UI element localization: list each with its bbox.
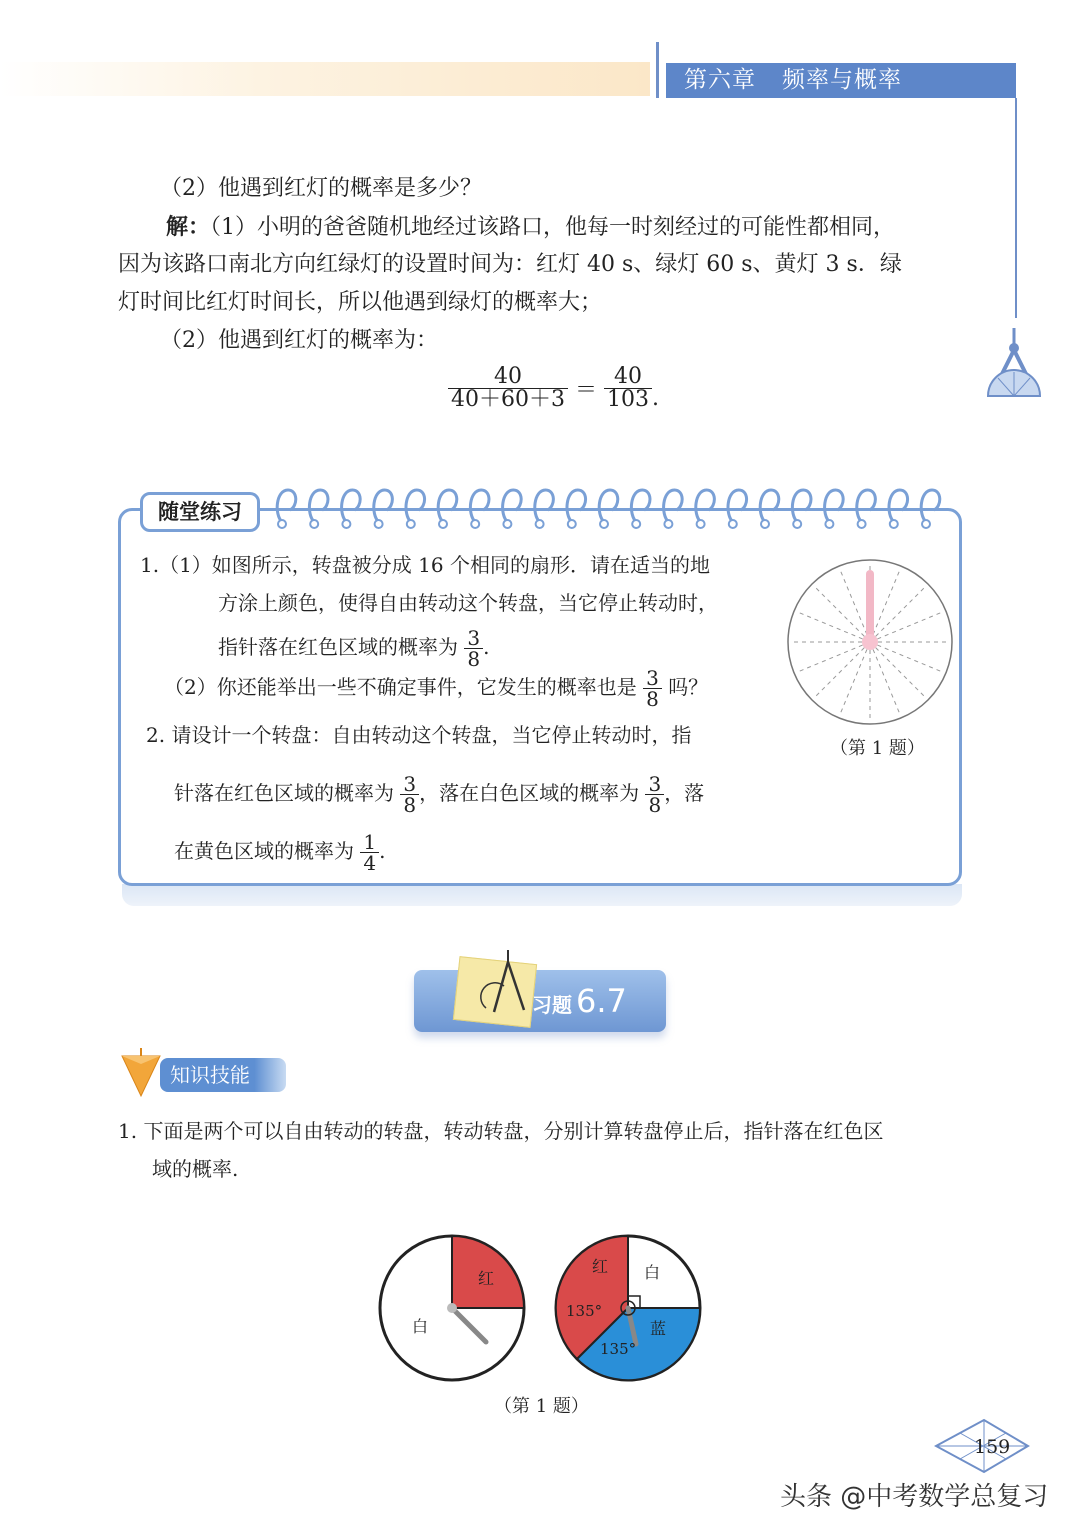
spinner-16-sectors xyxy=(782,554,958,730)
spiral-ring xyxy=(342,490,361,522)
header-gradient xyxy=(0,62,650,96)
spiral-hole xyxy=(375,520,383,528)
spiral-hole xyxy=(600,520,608,528)
practice-1-line-4-end: 吗？ xyxy=(668,675,709,699)
numerator: 3 xyxy=(464,628,483,649)
compass-drawing-icon xyxy=(474,946,534,1020)
spiral-ring xyxy=(599,490,618,522)
practice-2-text-d: 在黄色区域的概率为 xyxy=(174,839,354,863)
exercise-spinners xyxy=(374,1232,710,1388)
spinner-left xyxy=(380,1236,524,1380)
probability-formula xyxy=(448,366,659,411)
denominator: 8 xyxy=(646,687,659,711)
solution-line-4: （2）他遇到红灯的概率为： xyxy=(160,328,438,353)
spiral-hole xyxy=(471,520,479,528)
fraction-1-denominator: 40＋60＋3 xyxy=(451,387,565,412)
spiral-ring xyxy=(825,490,844,522)
spiral-hole xyxy=(342,520,350,528)
spiral-ring xyxy=(889,490,908,522)
spiral-hole xyxy=(729,520,737,528)
spiral-hole xyxy=(922,520,930,528)
practice-1-line-4 xyxy=(164,668,708,709)
spiral-ring xyxy=(857,490,876,522)
spiral-hole xyxy=(503,520,511,528)
side-rule xyxy=(1015,98,1017,318)
spiral-ring xyxy=(631,490,650,522)
spiral-ring xyxy=(503,490,522,522)
practice-2-text-c: ，落 xyxy=(664,781,705,805)
spiral-hole xyxy=(632,520,640,528)
spiral-ring xyxy=(760,490,779,522)
right-angle-2: 135° xyxy=(600,1340,637,1358)
fraction-3-8-a xyxy=(464,628,483,669)
right-blue-label: 蓝 xyxy=(650,1319,667,1338)
spiral-hole xyxy=(890,520,898,528)
numerator: 1 xyxy=(360,832,379,853)
spiral-hole xyxy=(793,520,801,528)
exercise-label: 习题 xyxy=(532,993,572,1017)
denominator: 4 xyxy=(363,851,377,875)
practice-2-text-a: 针落在红色区域的概率为 xyxy=(174,781,394,805)
numerator: 3 xyxy=(643,668,662,689)
spiral-ring xyxy=(535,490,554,522)
spiral-ring xyxy=(374,490,393,522)
spiral-hole xyxy=(858,520,866,528)
spiral-ring xyxy=(309,490,328,522)
exercise-1-line-2: 域的概率. xyxy=(152,1157,239,1181)
denominator: 8 xyxy=(467,647,481,671)
fraction-2-denominator: 103 xyxy=(607,387,650,412)
exercise-1-line-1: 1. 下面是两个可以自由转动的转盘，转动转盘，分别计算转盘停止后，指针落在红色区 xyxy=(118,1119,884,1143)
spiral-ring xyxy=(277,490,296,522)
spiral-ring xyxy=(567,490,586,522)
equals-sign: ＝ xyxy=(575,378,598,403)
fraction-red xyxy=(400,774,419,815)
spinner-right xyxy=(556,1236,700,1380)
spiral-hole xyxy=(568,520,576,528)
spiral-ring xyxy=(406,490,425,522)
period: . xyxy=(379,839,386,863)
spiral-ring xyxy=(664,490,683,522)
numerator: 3 xyxy=(400,774,419,795)
spiral-hole xyxy=(697,520,705,528)
solution-line-3: 灯时间比红灯时间长，所以他遇到绿灯的概率大； xyxy=(118,290,603,315)
exercise-number: 6.7 xyxy=(576,982,627,1020)
spiral-hole xyxy=(825,520,833,528)
spiral-ring xyxy=(792,490,811,522)
chapter-header xyxy=(666,63,1016,98)
spiral-hole xyxy=(278,520,286,528)
right-angle-1: 135° xyxy=(566,1302,603,1320)
right-red-label: 红 xyxy=(592,1257,609,1276)
solution-text-1: （1）小明的爸爸随机地经过该路口，他每一时刻经过的可能性都相同， xyxy=(210,215,896,240)
practice-1-line-3-text: 指针落在红色区域的概率为 xyxy=(218,635,458,659)
solution-line-1 xyxy=(166,208,895,247)
spiral-ring xyxy=(438,490,457,522)
period: . xyxy=(483,635,490,659)
chapter-title: 频率与概率 xyxy=(782,67,902,93)
practice-2-line-3 xyxy=(174,832,385,873)
spiral-hole xyxy=(536,520,544,528)
exercise-title xyxy=(532,982,627,1020)
spiral-hole xyxy=(310,520,318,528)
practice-2-text-b: ，落在白色区域的概率为 xyxy=(419,781,640,805)
practice-2-line-2 xyxy=(174,774,704,815)
solution-label: 解： xyxy=(166,214,211,240)
spiral-hole xyxy=(439,520,447,528)
practice-figure-caption: （第 1 题） xyxy=(830,738,925,759)
notebook-shadow xyxy=(122,884,962,906)
spiral-hole xyxy=(664,520,672,528)
spiral-hole xyxy=(761,520,769,528)
pencil-cone-icon xyxy=(120,1046,162,1098)
practice-1-line-3 xyxy=(218,628,489,669)
page-number: 159 xyxy=(974,1436,1011,1458)
fraction-2 xyxy=(604,366,652,411)
left-white-label: 白 xyxy=(412,1317,429,1336)
practice-1-line-4-text: （2）你还能举出一些不确定事件，它发生的概率也是 xyxy=(164,675,637,699)
fraction-2-numerator: 40 xyxy=(604,366,652,389)
spiral-hole xyxy=(407,520,415,528)
exercise-figure-caption: （第 1 题） xyxy=(494,1396,589,1417)
fraction-1-numerator: 40 xyxy=(448,366,568,389)
practice-title: 随堂练习 xyxy=(140,492,260,532)
spiral-ring xyxy=(696,490,715,522)
spiral-ring xyxy=(470,490,489,522)
denominator: 8 xyxy=(648,793,662,817)
fraction-yellow xyxy=(360,832,379,873)
practice-1-line-2: 方涂上颜色，使得自由转动这个转盘，当它停止转动时， xyxy=(218,591,718,615)
fraction-1 xyxy=(448,366,568,411)
left-red-label: 红 xyxy=(478,1269,495,1288)
right-white-label: 白 xyxy=(644,1263,661,1282)
spiral-ring xyxy=(728,490,747,522)
spiral-ring xyxy=(921,490,940,522)
watermark: 头条 @中考数学总复习 xyxy=(780,1482,1049,1512)
fraction-white xyxy=(645,774,664,815)
practice-1-line-1: 1.（1）如图所示，转盘被分成 16 个相同的扇形．请在适当的地 xyxy=(140,553,710,577)
fraction-3-8-b xyxy=(643,668,662,709)
skill-section-badge: 知识技能 xyxy=(160,1058,286,1092)
solution-line-2: 因为该路口南北方向红绿灯的设置时间为：红灯 40 s、绿灯 60 s、黄灯 3 s．绿 xyxy=(118,252,902,277)
formula-period: . xyxy=(652,386,660,411)
notebook-spiral xyxy=(272,484,952,534)
compass-icon xyxy=(984,326,1044,400)
header-divider xyxy=(656,42,659,98)
numerator: 3 xyxy=(645,774,664,795)
practice-2-line-1: 2. 请设计一个转盘：自由转动这个转盘，当它停止转动时，指 xyxy=(146,723,692,747)
denominator: 8 xyxy=(403,793,417,817)
question-2: （2）他遇到红灯的概率是多少？ xyxy=(160,176,482,201)
chapter-number: 第六章 xyxy=(684,67,756,93)
